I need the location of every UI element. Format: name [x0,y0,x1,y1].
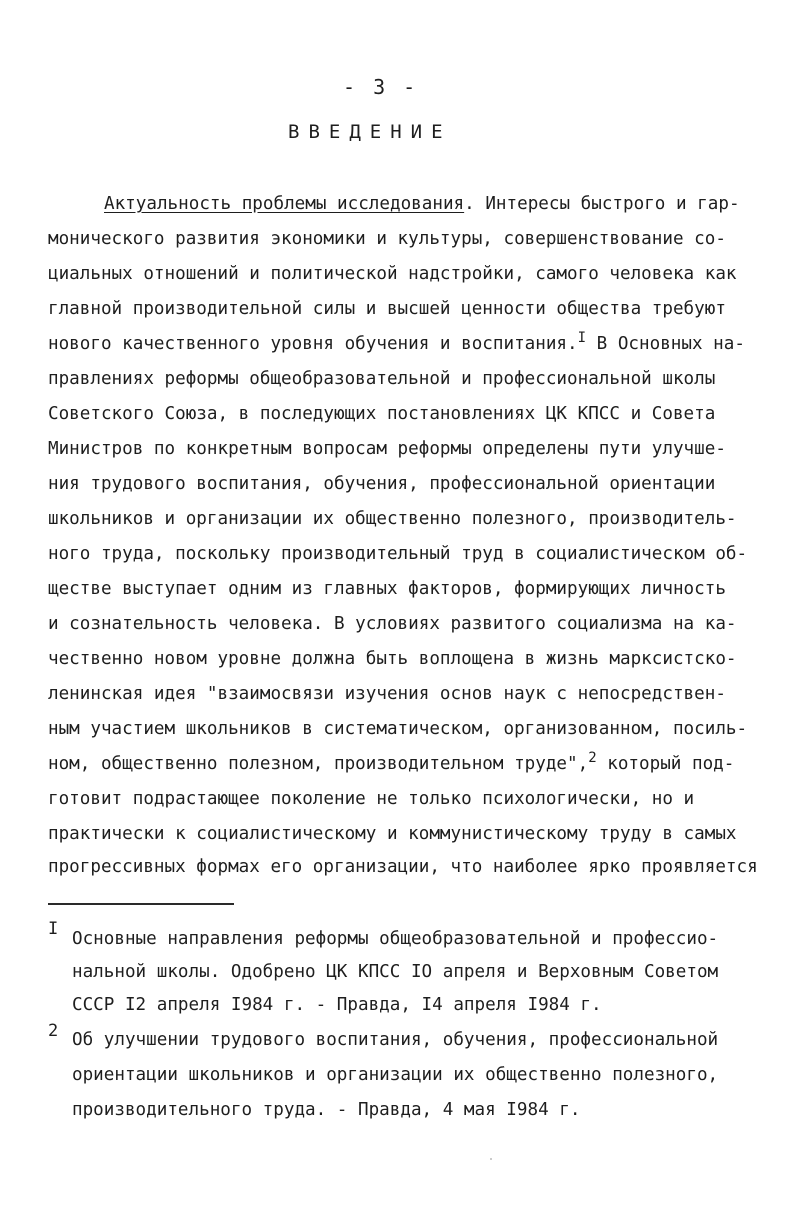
body-line: главной производительной силы и высшей ценности общества требуют [48,299,726,319]
body-line: ния трудового воспитания, обучения, профессиональной ориентации [48,474,716,494]
body-line-text: нового качественного уровня обучения и воспитания. [48,334,578,354]
footnote-ref: I [577,330,587,346]
body-line [48,750,735,775]
body-line: практически к социалистическому и коммунистическому труду в самых [48,824,737,844]
body-line: Советского Союза, в последующих постановлениях ЦК КПСС и Совета [48,404,716,424]
body-line-text: В Основных на- [586,334,745,354]
body-line: ленинская идея "взаимосвязи изучения основ наук с непосредствен- [48,684,726,704]
footnote-mark: 2 [48,1021,59,1041]
footnote-mark: I [48,919,59,939]
footnote-line: Основные направления реформы общеобразовательной и профессио- [72,929,719,949]
body-line: правлениях реформы общеобразовательной и профессиональной школы [48,369,716,389]
page-number: - 3 - [343,75,419,99]
paper-speck [490,1158,492,1160]
footnote-line: ориентации школьников и организации их общественно полезного, [72,1065,719,1085]
footnote-line: нальной школы. Одобрено ЦК КПСС IO апреля и Верховным Советом [72,962,719,982]
body-line [48,330,745,355]
body-line: циальных отношений и политической надстройки, самого человека как [48,264,737,284]
body-line: ществе выступает одним из главных факторов, формирующих личность [48,579,726,599]
body-line: школьников и организации их общественно полезного, производитель- [48,509,737,529]
body-line: ным участием школьников в систематическом, организованном, посиль- [48,719,748,739]
body-line: чественно новом уровне должна быть воплощена в жизнь марксистско- [48,649,737,669]
body-line: Министров по конкретным вопросам реформы определены пути улучше- [48,439,726,459]
body-line: прогрессивных формах его организации, что наиболее ярко проявляется [48,857,758,877]
body-line: и сознательность человека. В условиях развитого социализма на ка- [48,614,737,634]
body-line: готовит подрастающее поколение не только психологически, но и [48,789,695,809]
body-line [104,193,740,215]
footnote-line: Об улучшении трудового воспитания, обучения, профессиональной [72,1030,719,1050]
body-line-text: который под- [596,754,735,774]
footnote-line: СССР I2 апреля I984 г. - Правда, I4 апреля I984 г. [72,995,602,1015]
section-title-underlined: Актуальность проблемы исследования [104,194,465,214]
footnote-line: производительного труда. - Правда, 4 мая I984 г. [72,1100,581,1120]
footnote-ref: 2 [588,750,597,766]
body-line-text: ном, общественно полезном, производительном труде", [48,754,589,774]
body-line: монического развития экономики и культуры, совершенствование со- [48,229,726,249]
footnote-divider [48,903,234,905]
page-title: ВВЕДЕНИЕ [288,121,452,143]
body-line-text: . Интересы быстрого и гар- [464,194,740,214]
body-line: ного труда, поскольку производительный труд в социалистическом об- [48,544,748,564]
